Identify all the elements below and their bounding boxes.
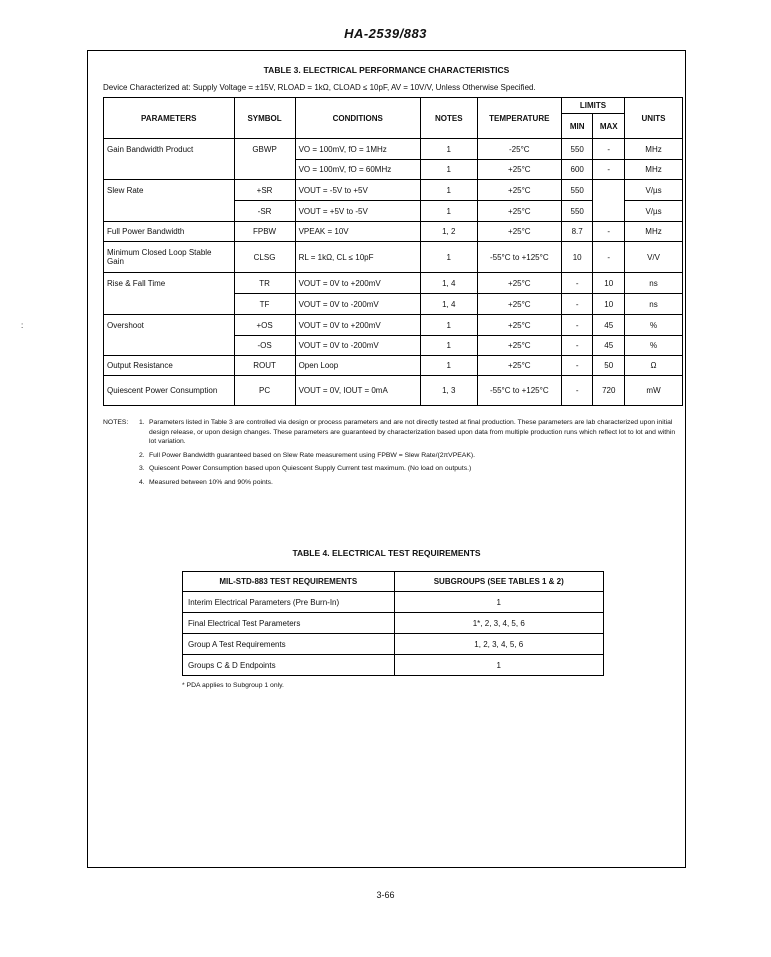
max-cell: 720 <box>593 376 625 406</box>
temperature-cell: +25°C <box>477 315 561 336</box>
temperature-cell: -25°C <box>477 139 561 160</box>
conditions-cell: VOUT = -5V to +5V <box>295 180 420 201</box>
conditions-cell: VOUT = 0V to -200mV <box>295 336 420 356</box>
conditions-cell: VO = 100mV, fO = 60MHz <box>295 160 420 180</box>
symbol-cell: +SR <box>234 180 295 201</box>
note-text: Parameters listed in Table 3 are controlled via design or process parameters and are not directly tested at final production. These parameters are lab characterized upon initial design release, or upon design changes. These parameters are guaranteed by characterization based upon data from multiple production runs which reflect lot to lot and within lot variation. <box>149 419 676 445</box>
symbol-cell: GBWP <box>234 139 295 160</box>
min-cell: - <box>561 315 593 336</box>
header-conditions: CONDITIONS <box>295 98 420 139</box>
max-cell: 45 <box>593 336 625 356</box>
table-row <box>104 273 683 294</box>
max-cell: 10 <box>593 273 625 294</box>
notes-cell: 1 <box>420 356 477 376</box>
units-cell: ns <box>625 294 683 315</box>
electrical-performance-table <box>103 97 683 406</box>
min-cell: 550 <box>561 180 593 201</box>
param-cell <box>104 201 235 222</box>
units-cell: ns <box>625 273 683 294</box>
max-cell: - <box>593 160 625 180</box>
symbol-cell: TR <box>234 273 295 294</box>
temperature-cell: +25°C <box>477 294 561 315</box>
notes-cell: 1 <box>420 315 477 336</box>
symbol-cell: FPBW <box>234 222 295 242</box>
min-cell: - <box>561 273 593 294</box>
units-cell: MHz <box>625 139 683 160</box>
conditions-cell: VOUT = 0V to +200mV <box>295 315 420 336</box>
symbol-cell: -SR <box>234 201 295 222</box>
temperature-cell: +25°C <box>477 180 561 201</box>
units-cell: V/µs <box>625 180 683 201</box>
max-cell: 50 <box>593 356 625 376</box>
symbol-cell: CLSG <box>234 242 295 273</box>
units-cell: MHz <box>625 160 683 180</box>
max-cell: - <box>593 222 625 242</box>
note-text: Measured between 10% and 90% points. <box>149 478 273 486</box>
notes-cell: 1 <box>420 201 477 222</box>
header-symbol: SYMBOL <box>234 98 295 139</box>
temperature-cell: +25°C <box>477 222 561 242</box>
min-cell: 600 <box>561 160 593 180</box>
note-item <box>103 418 683 447</box>
notes-cell: 1, 4 <box>420 294 477 315</box>
header-test-requirements: MIL-STD-883 TEST REQUIREMENTS <box>183 572 395 592</box>
symbol-cell: TF <box>234 294 295 315</box>
max-cell: 45 <box>593 315 625 336</box>
subgroup-cell: 1 <box>394 655 603 676</box>
note-number: 4. <box>139 478 145 486</box>
units-cell: V/V <box>625 242 683 273</box>
table-row <box>104 294 683 315</box>
header-temperature: TEMPERATURE <box>477 98 561 139</box>
note-number: 2. <box>139 451 145 459</box>
conditions-cell: VO = 100mV, fO = 1MHz <box>295 139 420 160</box>
param-cell <box>104 294 235 315</box>
notes-cell: 1, 4 <box>420 273 477 294</box>
conditions-cell: VOUT = 0V, IOUT = 0mA <box>295 376 420 406</box>
table-row <box>104 242 683 273</box>
margin-mark: : <box>21 321 24 330</box>
max-cell: - <box>593 242 625 273</box>
notes-cell: 1 <box>420 336 477 356</box>
page-header: HA-2539/883 <box>344 26 427 41</box>
table-row <box>104 180 683 201</box>
conditions-cell: VOUT = 0V to -200mV <box>295 294 420 315</box>
conditions-cell: RL = 1kΩ, CL ≤ 10pF <box>295 242 420 273</box>
header-notes: NOTES <box>420 98 477 139</box>
conditions-cell: Open Loop <box>295 356 420 376</box>
units-cell: V/µs <box>625 201 683 222</box>
note-number: 1. <box>139 419 145 426</box>
header-parameters: PARAMETERS <box>104 98 235 139</box>
table-row <box>104 336 683 356</box>
symbol-cell: ROUT <box>234 356 295 376</box>
subgroup-cell: 1*, 2, 3, 4, 5, 6 <box>394 613 603 634</box>
param-cell: Minimum Closed Loop Stable Gain <box>104 242 235 273</box>
min-cell: 10 <box>561 242 593 273</box>
min-cell: - <box>561 336 593 356</box>
notes-cell: 1 <box>420 242 477 273</box>
table-row <box>104 222 683 242</box>
page-number: 3-66 <box>376 890 395 900</box>
param-cell: Slew Rate <box>104 180 235 201</box>
min-cell: 550 <box>561 201 593 222</box>
header-units: UNITS <box>625 98 683 139</box>
note-text: Full Power Bandwidth guaranteed based on Slew Rate measurement using FPBW = Slew Rate/(2πVPEAK). <box>149 451 476 459</box>
table-row <box>183 634 604 655</box>
table-row <box>104 315 683 336</box>
header-max: MAX <box>593 114 625 139</box>
requirement-cell: Groups C & D Endpoints <box>183 655 395 676</box>
conditions-cell: VPEAK = 10V <box>295 222 420 242</box>
notes-cell: 1, 2 <box>420 222 477 242</box>
temperature-cell: +25°C <box>477 160 561 180</box>
table-row <box>104 139 683 160</box>
param-cell <box>104 160 235 180</box>
notes-block <box>103 418 683 487</box>
symbol-cell: -OS <box>234 336 295 356</box>
electrical-test-requirements-table <box>182 571 604 676</box>
table-row <box>104 376 683 406</box>
device-characterized-line: Device Characterized at: Supply Voltage = ±15V, RLOAD = 1kΩ, CLOAD ≤ 10pF, AV = 10V/V, Unless Otherwise Specified. <box>103 83 536 92</box>
note-number: 3. <box>139 465 145 472</box>
max-cell <box>593 201 625 222</box>
param-cell: Rise & Fall Time <box>104 273 235 294</box>
note-text: Quiescent Power Consumption based upon Quiescent Supply Current test maximum. (No load on outputs.) <box>149 465 472 472</box>
header-min: MIN <box>561 114 593 139</box>
conditions-cell: VOUT = +5V to -5V <box>295 201 420 222</box>
units-cell: % <box>625 315 683 336</box>
notes-cell: 1 <box>420 139 477 160</box>
min-cell: - <box>561 294 593 315</box>
requirement-cell: Group A Test Requirements <box>183 634 395 655</box>
units-cell: Ω <box>625 356 683 376</box>
requirement-cell: Final Electrical Test Parameters <box>183 613 395 634</box>
units-cell: % <box>625 336 683 356</box>
conditions-cell: VOUT = 0V to +200mV <box>295 273 420 294</box>
temperature-cell: +25°C <box>477 336 561 356</box>
param-cell: Full Power Bandwidth <box>104 222 235 242</box>
temperature-cell: +25°C <box>477 356 561 376</box>
table-row <box>183 613 604 634</box>
table-row <box>183 655 604 676</box>
subgroup-cell: 1, 2, 3, 4, 5, 6 <box>394 634 603 655</box>
table-row <box>183 592 604 613</box>
requirement-cell: Interim Electrical Parameters (Pre Burn-In) <box>183 592 395 613</box>
param-cell: Gain Bandwidth Product <box>104 139 235 160</box>
notes-cell: 1, 3 <box>420 376 477 406</box>
symbol-cell <box>234 160 295 180</box>
table4-title: TABLE 4. ELECTRICAL TEST REQUIREMENTS <box>292 548 481 558</box>
param-cell: Output Resistance <box>104 356 235 376</box>
param-cell: Overshoot <box>104 315 235 336</box>
header-limits: LIMITS <box>561 98 624 114</box>
min-cell: - <box>561 376 593 406</box>
header-subgroups: SUBGROUPS (SEE TABLES 1 & 2) <box>394 572 603 592</box>
symbol-cell: +OS <box>234 315 295 336</box>
notes-label: NOTES: <box>103 419 129 426</box>
temperature-cell: +25°C <box>477 273 561 294</box>
notes-cell: 1 <box>420 160 477 180</box>
notes-cell: 1 <box>420 180 477 201</box>
units-cell: mW <box>625 376 683 406</box>
table-row <box>104 160 683 180</box>
subgroup-cell: 1 <box>394 592 603 613</box>
temperature-cell: +25°C <box>477 201 561 222</box>
max-cell: 10 <box>593 294 625 315</box>
symbol-cell: PC <box>234 376 295 406</box>
units-cell: MHz <box>625 222 683 242</box>
table-row <box>104 356 683 376</box>
param-cell <box>104 336 235 356</box>
table-row <box>104 201 683 222</box>
max-cell <box>593 180 625 201</box>
table3-title: TABLE 3. ELECTRICAL PERFORMANCE CHARACTERISTICS <box>263 65 510 75</box>
min-cell: 550 <box>561 139 593 160</box>
param-cell: Quiescent Power Consumption <box>104 376 235 406</box>
temperature-cell: -55°C to +125°C <box>477 242 561 273</box>
table4-footnote: * PDA applies to Subgroup 1 only. <box>182 682 284 689</box>
max-cell: - <box>593 139 625 160</box>
temperature-cell: -55°C to +125°C <box>477 376 561 406</box>
min-cell: - <box>561 356 593 376</box>
note-item <box>103 478 683 488</box>
min-cell: 8.7 <box>561 222 593 242</box>
note-item <box>103 451 683 461</box>
note-item <box>103 464 683 474</box>
